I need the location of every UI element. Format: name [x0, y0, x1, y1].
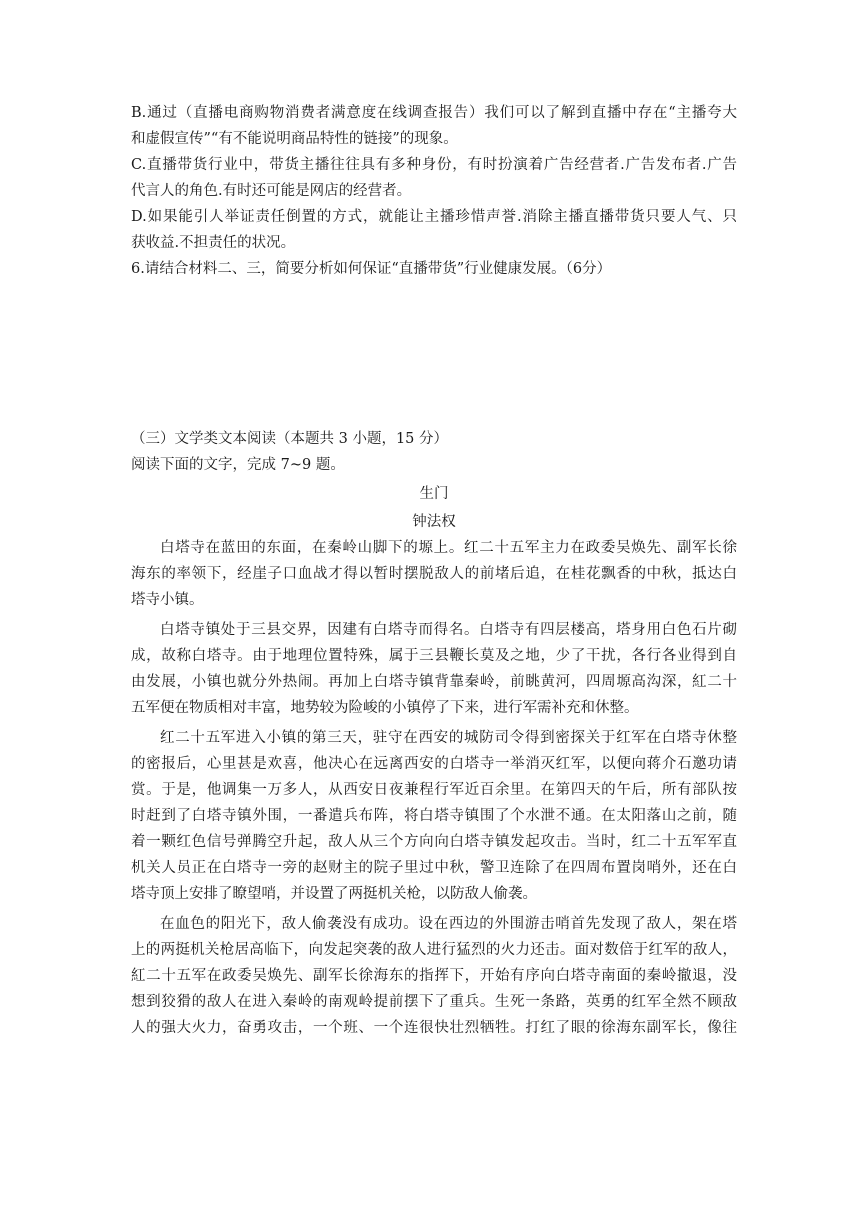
story-author: 钟法权 [412, 514, 456, 530]
paragraph-line: 想到狡猾的敌人在进入秦岭的南观岭提前摆下了重兵。生死一条路，英勇的红军全然不顾敌 [131, 994, 737, 1010]
option-b [131, 100, 737, 152]
paragraph-line: 着一颗红色信号弹腾空升起，敌人从三个方向向白塔寺镇发起攻击。当时，红二十五军军直 [131, 834, 737, 850]
option-d-line-2: 获收益.不担责任的状况。 [131, 235, 296, 251]
section-instruction: 阅读下面的文字，完成 7~9 题。 [131, 457, 345, 473]
story-paragraph-4 [131, 911, 737, 1041]
paragraph-line: 的密报后，心里甚是欢喜，他决心在远离西安的白塔寺一举消灭红军，以便向蒋介石邀功请 [131, 756, 737, 772]
option-d-line-1: D.如果能引人举证责任倒置的方式，就能让主播珍惜声誉.消除主播直播带货只要人气、只 [131, 209, 737, 225]
literary-reading-section [131, 426, 737, 1041]
question-6: 6.请结合材料二、三，简要分析如何保证“直播带货”行业健康发展。（6分） [131, 261, 612, 277]
paragraph-line: 白塔寺在蓝田的东面，在秦岭山脚下的塬上。红二十五军主力在政委吴焕先、副军长徐 [160, 540, 737, 556]
paragraph-line: 五军便在物质相对丰富，地势较为险峻的小镇停了下来，进行军需补充和休整。 [131, 700, 639, 716]
paragraph-line: 上的两挺机关枪居高临下，向发起突袭的敌人进行猛烈的火力还击。面对数倍于红军的敌人， [131, 942, 737, 958]
paragraph-line: 时赶到了白塔寺镇外围，一番遣兵布阵，将白塔寺镇围了个水泄不通。在太阳落山之前，随 [131, 808, 737, 824]
paragraph-line: 塔寺顶上安排了瞭望哨，并设置了两挺机关枪，以防敌人偷袭。 [131, 886, 537, 902]
option-c [131, 152, 737, 204]
paragraph-line: 成，故称白塔寺。由于地理位置特殊，属于三县鞭长莫及之地，少了干扰，各行各业得到自 [131, 648, 737, 664]
story-paragraph-2 [131, 617, 737, 721]
option-c-line-2: 代言人的角色.有时还可能是网店的经营者。 [131, 183, 412, 199]
paragraph-line: 塔寺小镇。 [131, 592, 204, 608]
option-d [131, 204, 737, 256]
section-header: （三）文学类文本阅读（本题共 3 小题，15 分） [131, 431, 449, 447]
option-c-line-1: C.直播带货行业中，带货主播往往具有多种身份，有时扮演着广告经营者.广告发布者.广告 [131, 157, 737, 173]
story-paragraph-3 [131, 725, 737, 907]
option-b-line-2: 和虚假宣传”“有不能说明商品特性的链接”的现象。 [131, 131, 458, 147]
option-b-line-1: B.通过（直播电商购物消费者满意度在线调查报告）我们可以了解到直播中存在“主播夸大 [131, 105, 737, 121]
story-title: 生门 [419, 486, 449, 502]
story-paragraph-1 [131, 535, 737, 613]
paragraph-line: 紅二十五军在政委吴焕先、副军长徐海东的指挥下，开始有序向白塔寺南面的秦岭撤退，没 [131, 968, 737, 984]
paragraph-line: 赏。于是，他调集一万多人，从西安日夜兼程行军近百余里。在第四天的午后，所有部队按 [131, 782, 737, 798]
paragraph-line: 人的强大火力，奋勇攻击，一个班、一个连很快壮烈牺牲。打红了眼的徐海东副军长，像往 [131, 1020, 737, 1036]
paragraph-line: 由发展，小镇也就分外热闹。再加上白塔寺镇背靠秦岭，前眺黄河，四周塬高沟深，紅二十 [131, 674, 737, 690]
answer-options [131, 100, 737, 282]
paragraph-line: 红二十五军进入小镇的第三天，驻守在西安的城防司令得到密探关于红军在白塔寺休整 [160, 730, 737, 746]
paragraph-line: 机关人员正在白塔寺一旁的赵财主的院子里过中秋，警卫连除了在四周布置岗哨外，还在白 [131, 860, 737, 876]
paragraph-line: 在血色的阳光下，敌人偷袭没有成功。设在西边的外围游击哨首先发现了敌人，架在塔 [160, 916, 737, 932]
paragraph-line: 海东的率领下，经崖子口血战才得以暂时摆脱敌人的前堵后追，在桂花飘香的中秋，抵达白 [131, 566, 737, 582]
paragraph-line: 白塔寺镇处于三县交界，因建有白塔寺而得名。白塔寺有四层楼高，塔身用白色石片砌 [160, 622, 737, 638]
